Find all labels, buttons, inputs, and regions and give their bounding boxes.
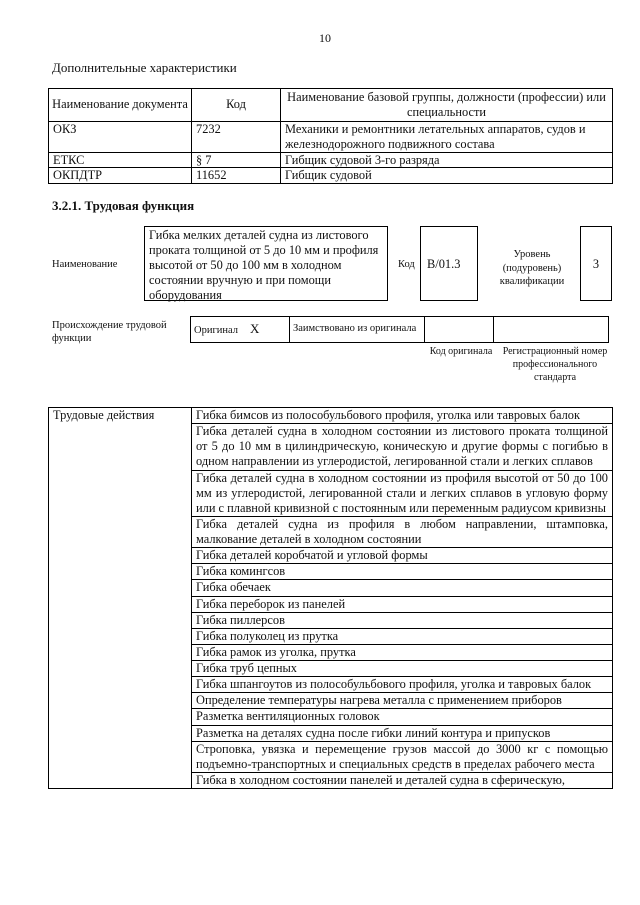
function-code: B/01.3 — [420, 226, 478, 301]
origin-mark: X — [250, 321, 260, 337]
row-document: ОКПДТР — [49, 168, 192, 184]
function-code-label: Код — [398, 259, 415, 270]
labor-actions-table — [48, 407, 613, 789]
origin-original-label: Оригинал — [194, 325, 238, 337]
table-row — [49, 121, 613, 152]
function-name: Гибка мелких деталей судна из листового проката толщиной от 5 до 10 мм и профиля высотой от 50 до 100 мм в холодном состоянии вручную и при помощи оборудования — [144, 226, 388, 301]
list-item: Гибка в холодном состоянии панелей и деталей судна в сферическую, — [192, 772, 613, 788]
list-item: Гибка бимсов из полособульбового профиля, уголка или тавровых балок — [192, 408, 613, 424]
list-item: Гибка комингсов — [192, 564, 613, 580]
reg-number-caption: Регистрационный номер профессионального стандарта — [502, 346, 608, 383]
list-item: Гибка деталей коробчатой и угловой формы — [192, 548, 613, 564]
list-item: Гибка полуколец из прутка — [192, 628, 613, 644]
header-group-name: Наименование базовой группы, должности (профессии) или специальности — [281, 89, 613, 122]
list-item: Гибка шпангоутов из полособульбового профиля, уголка и тавровых балок — [192, 677, 613, 693]
table-row — [49, 408, 613, 424]
row-code: 11652 — [192, 168, 281, 184]
additional-characteristics-title: Дополнительные характеристики — [52, 60, 237, 75]
header-code: Код — [192, 89, 281, 122]
origin-borrowed-label: Заимствовано из оригинала — [290, 317, 425, 343]
page-number: 10 — [319, 31, 331, 45]
list-item: Гибка труб цепных — [192, 661, 613, 677]
origin-table — [190, 316, 609, 343]
additional-characteristics-table — [48, 88, 613, 184]
row-document: ЕТКС — [49, 152, 192, 168]
function-name-label: Наименование — [52, 259, 118, 270]
row-code: 7232 — [192, 121, 281, 152]
list-item: Строповка, увязка и перемещение грузов массой до 3000 кг с помощью подъемно-транспортных и специальных средств в пределах рабочего места — [192, 741, 613, 772]
code-original-caption: Код оригинала — [429, 346, 493, 357]
table-header-row — [49, 89, 613, 122]
list-item: Разметка на деталях судна после гибки линий контура и припусков — [192, 725, 613, 741]
table-row — [49, 168, 613, 184]
row-group-name: Гибщик судовой 3-го разряда — [281, 152, 613, 168]
code-original-cell — [425, 317, 494, 343]
list-item: Гибка рамок из уголка, прутка — [192, 644, 613, 660]
list-item: Гибка переборок из панелей — [192, 596, 613, 612]
list-item: Гибка деталей судна в холодном состоянии из листового проката толщиной от 5 до 10 мм в цилиндрическую, коническую и другие формы с погибью в одном направлении из углеродистой, легированной стали и легких сплавов — [192, 424, 613, 470]
list-item: Гибка деталей судна в холодном состоянии из профиля высотой от 50 до 100 мм из углеродистой, легированной стали и легких сплавов в угловую форму или с плавной кривизной с постоянным или переменным радиусом кривизны — [192, 470, 613, 516]
row-group-name: Гибщик судовой — [281, 168, 613, 184]
table-row — [49, 152, 613, 168]
qualification-level: 3 — [580, 226, 612, 301]
list-item: Разметка вентиляционных головок — [192, 709, 613, 725]
labor-actions-label: Трудовые действия — [49, 408, 192, 789]
row-document: ОКЗ — [49, 121, 192, 152]
list-item: Гибка деталей судна из профиля в любом направлении, штамповка, малкование деталей в холодном состоянии — [192, 516, 613, 547]
reg-number-cell — [494, 317, 609, 343]
section-title: 3.2.1. Трудовая функция — [52, 198, 195, 213]
row-code: § 7 — [192, 152, 281, 168]
origin-label: Происхождение трудовой функции — [52, 320, 167, 345]
qualification-level-label: Уровень (подуровень) квалификации — [499, 249, 565, 288]
header-document: Наименование документа — [49, 89, 192, 122]
origin-original-cell — [191, 317, 290, 343]
list-item: Определение температуры нагрева металла с применением приборов — [192, 693, 613, 709]
row-group-name: Механики и ремонтники летательных аппаратов, судов и железнодорожного подвижного состава — [281, 121, 613, 152]
list-item: Гибка обечаек — [192, 580, 613, 596]
list-item: Гибка пиллерсов — [192, 612, 613, 628]
